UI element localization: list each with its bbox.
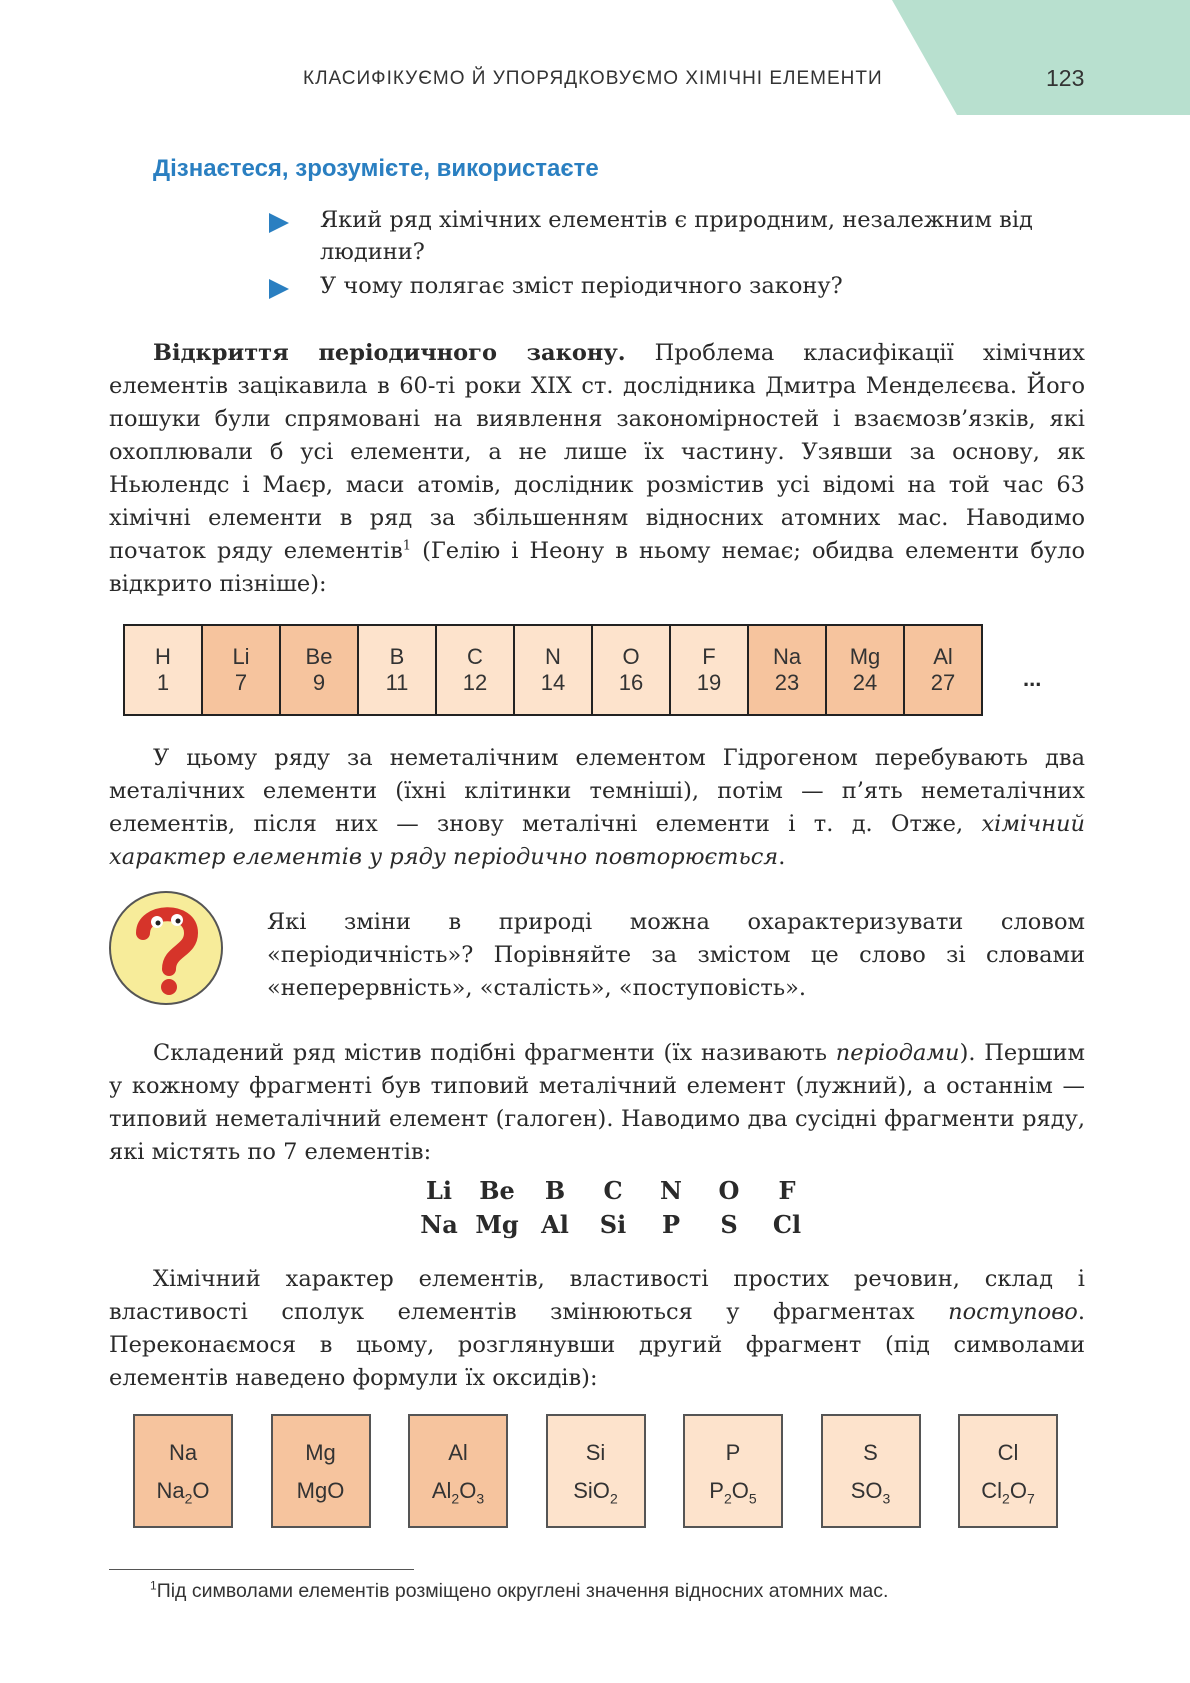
fragment-element: N — [660, 1175, 682, 1205]
footnote — [150, 1580, 888, 1603]
element-series-table — [123, 624, 983, 716]
fragment-element: C — [603, 1175, 623, 1205]
paragraph-text: Складений ряд містив подібні фрагменти (їх називають — [153, 1040, 836, 1066]
fragment-element: Li — [426, 1175, 452, 1205]
paragraph-text: . — [778, 844, 786, 870]
element-symbol-cell: B — [358, 625, 436, 670]
oxide-formula: $Al_2O_3$ — [431, 1478, 485, 1507]
paragraph-discovery — [109, 337, 1085, 601]
emphasis-text: хімічний характер елементів у ряду періодично повторюється — [109, 811, 1085, 870]
element-mass-cell: 12 — [436, 670, 514, 715]
element-symbol-cell: C — [436, 625, 514, 670]
footnote-text: Під символами елементів розміщено округлені значення відносних атомних мас. — [156, 1580, 889, 1602]
footnote-mark: 1 — [150, 1578, 157, 1593]
element-symbol-cell: Mg — [826, 625, 904, 670]
fragments-table — [410, 1173, 816, 1241]
fragment-row — [410, 1207, 816, 1241]
symbols-row — [124, 625, 982, 670]
corner-accent — [0, 0, 1190, 115]
element-symbol-cell: Na — [748, 625, 826, 670]
element-mass-cell: 11 — [358, 670, 436, 715]
oxide-element-symbol: P — [725, 1440, 741, 1465]
oxide-card — [546, 1414, 646, 1528]
fragment-element: B — [544, 1175, 566, 1205]
element-mass-cell: 23 — [748, 670, 826, 715]
page-number: 123 — [1046, 65, 1085, 91]
paragraph-text: У цьому ряду за неметалічним елементом Гідрогеном перебувають два металічних елементи (їхні клітинки темніші), потім — п’ять неметалічних елементів, після них — знову металічні елементи і т. д. Отже, — [109, 745, 1085, 837]
emphasis-text: поступово — [948, 1299, 1078, 1325]
question-item — [265, 204, 1085, 268]
bullet-triangle-icon — [269, 279, 289, 299]
oxide-formula: SiO$_2$ — [573, 1478, 618, 1507]
fragment-element: Be — [479, 1175, 515, 1205]
oxide-element-symbol: Al — [448, 1440, 468, 1465]
reflection-question: Які зміни в природі можна охарактеризувати словом «періодичність»? Порівняйте за змістом це слово зі словами «неперервність», «сталість», «поступовість». — [267, 909, 1085, 1001]
paragraph-text: (Гелію і Неону в ньому немає; обидва елементи було відкрито пізніше): — [109, 538, 1085, 597]
series-ellipsis: ... — [1023, 666, 1042, 691]
question-mark-icon — [107, 889, 225, 1007]
emphasis-text: періодами — [835, 1040, 960, 1066]
element-mass-cell: 27 — [904, 670, 982, 715]
element-mass-cell: 1 — [124, 670, 202, 715]
masses-row — [124, 670, 982, 715]
paragraph-text: . Переконаємося в цьому, розглянувши другий фрагмент (під символами елементів наведено формули їх оксидів): — [109, 1299, 1085, 1391]
element-symbol-cell: F — [670, 625, 748, 670]
paragraph-text: Хімічний характер елементів, властивості простих речовин, склад і властивості сполук елементів змінюються у фрагментах — [109, 1266, 1085, 1325]
footnote-divider — [109, 1569, 414, 1570]
fragment-row — [410, 1173, 816, 1207]
fragment-element: S — [720, 1209, 738, 1239]
oxide-card — [821, 1414, 921, 1528]
element-mass-cell: 7 — [202, 670, 280, 715]
fragment-element: Al — [541, 1209, 569, 1239]
element-mass-cell: 16 — [592, 670, 670, 715]
fragment-element: Na — [420, 1209, 458, 1239]
oxide-element-symbol: Mg — [305, 1440, 336, 1465]
oxide-element-symbol: Na — [168, 1440, 198, 1465]
running-head: КЛАСИФІКУЄМО Й УПОРЯДКОВУЄМО ХІМІЧНІ ЕЛЕМЕНТИ — [303, 68, 883, 89]
element-symbol-cell: Li — [202, 625, 280, 670]
oxide-formula: MgO — [296, 1478, 345, 1503]
element-symbol-cell: Be — [280, 625, 358, 670]
element-mass-cell: 24 — [826, 670, 904, 715]
oxide-formula: $SO_3$ — [850, 1478, 891, 1507]
oxide-element-symbol: Cl — [997, 1440, 1019, 1465]
element-symbol-cell: N — [514, 625, 592, 670]
oxide-formula: $Na_2O$ — [156, 1478, 210, 1507]
oxide-card — [133, 1414, 233, 1528]
fragment-element: O — [718, 1175, 740, 1205]
oxide-formula: $P_2O_5$ — [709, 1478, 757, 1507]
element-mass-cell: 9 — [280, 670, 358, 715]
paragraph-periodicity — [109, 742, 1085, 874]
element-symbol-cell: O — [592, 625, 670, 670]
fragment-element: P — [661, 1209, 681, 1239]
oxide-element-symbol: Si — [585, 1440, 606, 1465]
section-heading: Дізнаєтеся, зрозумієте, використаєте — [153, 155, 599, 182]
element-mass-cell: 19 — [670, 670, 748, 715]
element-symbol-cell: Al — [904, 625, 982, 670]
question-text: Який ряд хімічних елементів є природним, незалежним від людини? — [320, 207, 1033, 265]
element-symbol-cell: H — [124, 625, 202, 670]
question-item — [265, 270, 1085, 302]
element-mass-cell: 14 — [514, 670, 592, 715]
bullet-triangle-icon — [269, 213, 289, 233]
fragment-element: F — [778, 1175, 796, 1205]
oxide-formula: $Cl_2O_7$ — [981, 1478, 1035, 1507]
paragraph-text: Проблема класифікації хімічних елементів зацікавила в 60-ті роки XIX ст. дослідника Дмитра Менделєєва. Його пошуки були спрямовані на виявлення закономірностей і взаємозв’язків, які охоплювали б усі елементи, а не лише їх частину. Узявши за основу, як Ньюлендс і Маєр, маси атомів, дослідник розмістив усі відомі на той час 63 хімічні елементи в ряд за збільшенням відносних атомних мас. Наводимо початок ряду елементів — [109, 340, 1085, 564]
footnote-mark: 1 — [402, 538, 412, 554]
oxide-card — [683, 1414, 783, 1528]
fragment-element: Mg — [475, 1209, 519, 1239]
paragraph-lead: Відкриття періодичного закону. — [153, 340, 626, 366]
oxide-element-symbol: S — [863, 1440, 878, 1465]
paragraph-text: ). Першим у кожному фрагменті був типовий металічний елемент (лужний), а останнім — типовий неметалічний елемент (галоген). Наводимо два сусідні фрагменти ряду, які містять по 7 елементів: — [109, 1040, 1085, 1165]
fragment-element: Si — [599, 1209, 627, 1239]
oxide-card — [271, 1414, 371, 1528]
fragment-element: Cl — [772, 1209, 802, 1239]
question-text: У чому полягає зміст періодичного закону? — [320, 273, 843, 299]
oxide-card — [958, 1414, 1058, 1528]
oxide-card — [408, 1414, 508, 1528]
paragraph-fragments — [109, 1037, 1085, 1169]
paragraph-gradual — [109, 1263, 1085, 1395]
